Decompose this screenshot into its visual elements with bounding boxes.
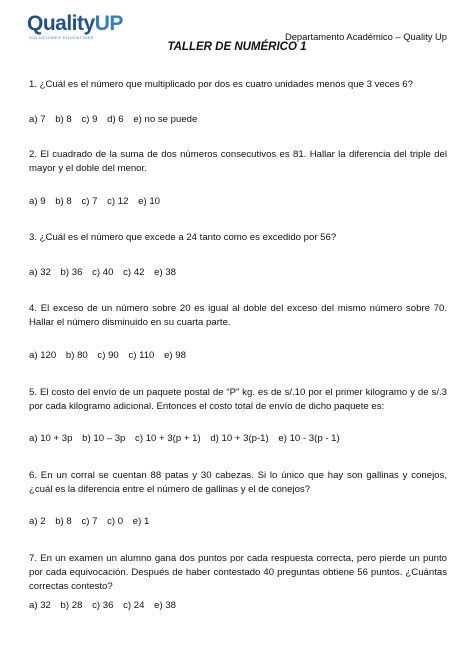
option: e) 10 <box>138 196 160 207</box>
option: d) 6 <box>107 114 124 125</box>
option: a) 7 <box>29 114 46 125</box>
option: c) 90 <box>97 350 119 361</box>
option: e) 38 <box>154 267 176 278</box>
option: a) 10 + 3p <box>29 433 73 444</box>
option: c) 10 + 3(p + 1) <box>135 433 201 444</box>
question-3-options <box>29 266 183 280</box>
option: c) 7 <box>81 196 98 207</box>
option: c) 110 <box>128 350 155 361</box>
option: c) 0 <box>107 516 124 527</box>
question-2-text: 2. El cuadrado de la suma de dos números consecutivos es 81. Hallar la diferencia del triple del mayor y el doble del menor. <box>29 149 447 174</box>
option: c) 40 <box>92 267 114 278</box>
option: a) 32 <box>29 267 51 278</box>
option: b) 10 – 3p <box>82 433 126 444</box>
option: c) 24 <box>123 600 145 611</box>
option: b) 8 <box>55 516 72 527</box>
option: b) 8 <box>55 114 72 125</box>
option: a) 2 <box>29 516 46 527</box>
option: b) 80 <box>65 350 88 361</box>
logo-wordmark <box>27 13 123 35</box>
logo-text-up: UP <box>94 12 123 35</box>
option: b) 28 <box>60 600 83 611</box>
option: c) 12 <box>107 196 129 207</box>
option: a) 120 <box>29 350 57 361</box>
logo-text-quality: Quality <box>27 12 95 35</box>
question-7-options <box>29 599 183 613</box>
question-4-text: 4. El exceso de un número sobre 20 es igual al doble del exceso del mismo número sobre 70. Hallar el número disminuido en su cuarta parte. <box>29 303 447 328</box>
option: a) 32 <box>29 600 51 611</box>
question-3-text: 3. ¿Cuál es el número que excede a 24 tanto como es excedido por 56? <box>29 232 337 243</box>
question-6-options <box>29 515 156 529</box>
department-header: Departamento Académico – Quality Up <box>284 31 447 42</box>
option: e) 10 - 3(p - 1) <box>278 433 340 444</box>
logo-tagline: SOLUCIONES EDUCATIVAS <box>29 35 94 40</box>
option: d) 10 + 3(p-1) <box>210 433 269 444</box>
quality-up-logo <box>27 13 147 43</box>
question-7-text: 7. En un examen un alumno gana dos puntos por cada respuesta correcta, pero pierde un punto por cada equivocación. Después de haber contestado 40 preguntas obtiene 56 puntos. ¿Cuántas correctas contesto? <box>29 553 447 592</box>
option: c) 36 <box>92 600 114 611</box>
option: e) no se puede <box>133 114 198 125</box>
option: a) 9 <box>29 196 46 207</box>
option: b) 8 <box>55 196 72 207</box>
option: b) 36 <box>60 267 83 278</box>
question-1-options <box>29 113 204 127</box>
question-6-text: 6. En un corral se cuentan 88 patas y 30 cabezas. Si lo único que hay son gallinas y conejos, ¿cuál es la diferencia entre el número de gallinas y el de conejos? <box>29 470 447 495</box>
option: c) 42 <box>123 267 145 278</box>
question-5-text: 5. El costo del envío de un paquete postal de “P” kg. es de s/.10 por el primer kilogramo y de s/.3 por cada kilogramo adicional. Entonces el costo total de envío de dicho paquete es: <box>29 387 447 412</box>
question-2-options <box>29 195 167 209</box>
question-1-text: 1. ¿Cuál es el número que multiplicado por dos es cuatro unidades menos que 3 veces 6? <box>29 79 413 90</box>
option: c) 9 <box>81 114 98 125</box>
option: e) 1 <box>132 516 150 527</box>
question-5-options <box>29 432 347 446</box>
question-4-options <box>29 349 193 363</box>
option: e) 98 <box>164 350 186 361</box>
page-title: TALLER DE NUMÉRICO 1 <box>167 41 307 53</box>
option: e) 38 <box>154 600 176 611</box>
option: c) 7 <box>81 516 98 527</box>
